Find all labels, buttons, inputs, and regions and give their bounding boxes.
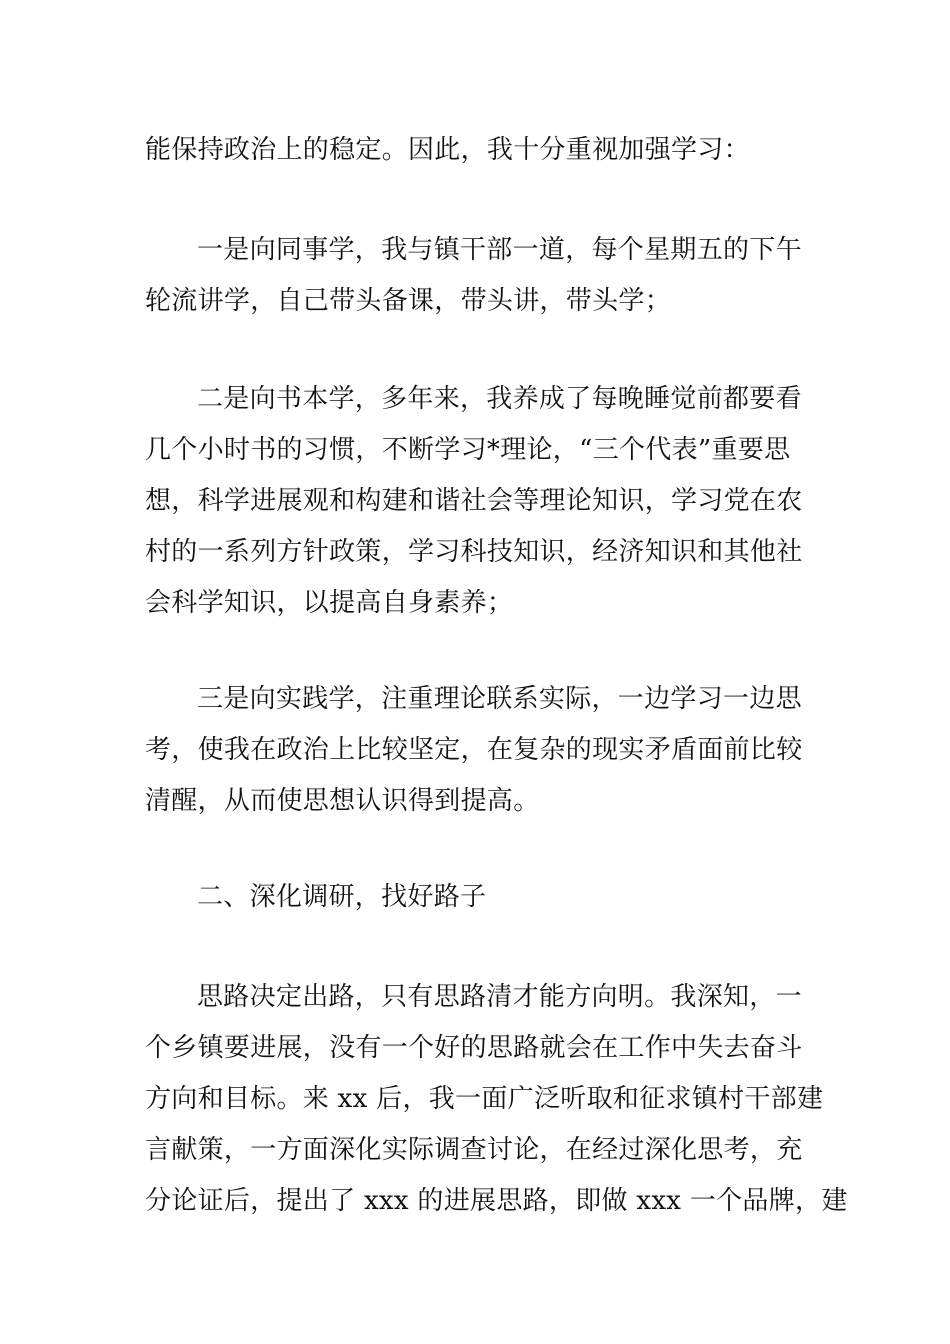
paragraph-line: 轮流讲学，自己带头备课，带头讲，带头学； xyxy=(145,286,672,316)
paragraph-line: 想，科学进展观和构建和谐社会等理论知识，学习党在农 xyxy=(145,486,803,516)
paragraph-line: 考，使我在政治上比较坚定，在复杂的现实矛盾面前比较 xyxy=(145,735,803,765)
paragraph-line: 三是向实践学，注重理论联系实际，一边学习一边思 xyxy=(197,684,802,714)
paragraph-line: 几个小时书的习惯，不断学习*理论，“三个代表”重要思 xyxy=(145,435,791,465)
section-heading: 二、深化调研，找好路子 xyxy=(197,882,487,912)
paragraph-line: 清醒，从而使思想认识得到提高。 xyxy=(145,786,540,816)
paragraph-line: 言献策，一方面深化实际调查讨论，在经过深化思考，充 xyxy=(145,1135,803,1165)
paragraph-line: 一是向同事学，我与镇干部一道，每个星期五的下午 xyxy=(197,235,802,265)
paragraph-line: 方向和目标。来 xx 后，我一面广泛听取和征求镇村干部建 xyxy=(145,1084,824,1114)
paragraph-line: 村的一系列方针政策，学习科技知识，经济知识和其他社 xyxy=(145,537,803,567)
paragraph-line: 会科学知识，以提高自身素养； xyxy=(145,588,514,618)
paragraph-line: 分论证后，提出了 xxx 的进展思路，即做 xxx 一个品牌，建 xyxy=(145,1186,848,1216)
paragraph-line: 思路决定出路，只有思路清才能方向明。我深知，一 xyxy=(197,982,802,1012)
paragraph-line: 二是向书本学，多年来，我养成了每晚睡觉前都要看 xyxy=(197,384,802,414)
paragraph-line: 能保持政治上的稳定。因此，我十分重视加强学习： xyxy=(145,135,750,165)
paragraph-line: 个乡镇要进展，没有一个好的思路就会在工作中失去奋斗 xyxy=(145,1033,803,1063)
